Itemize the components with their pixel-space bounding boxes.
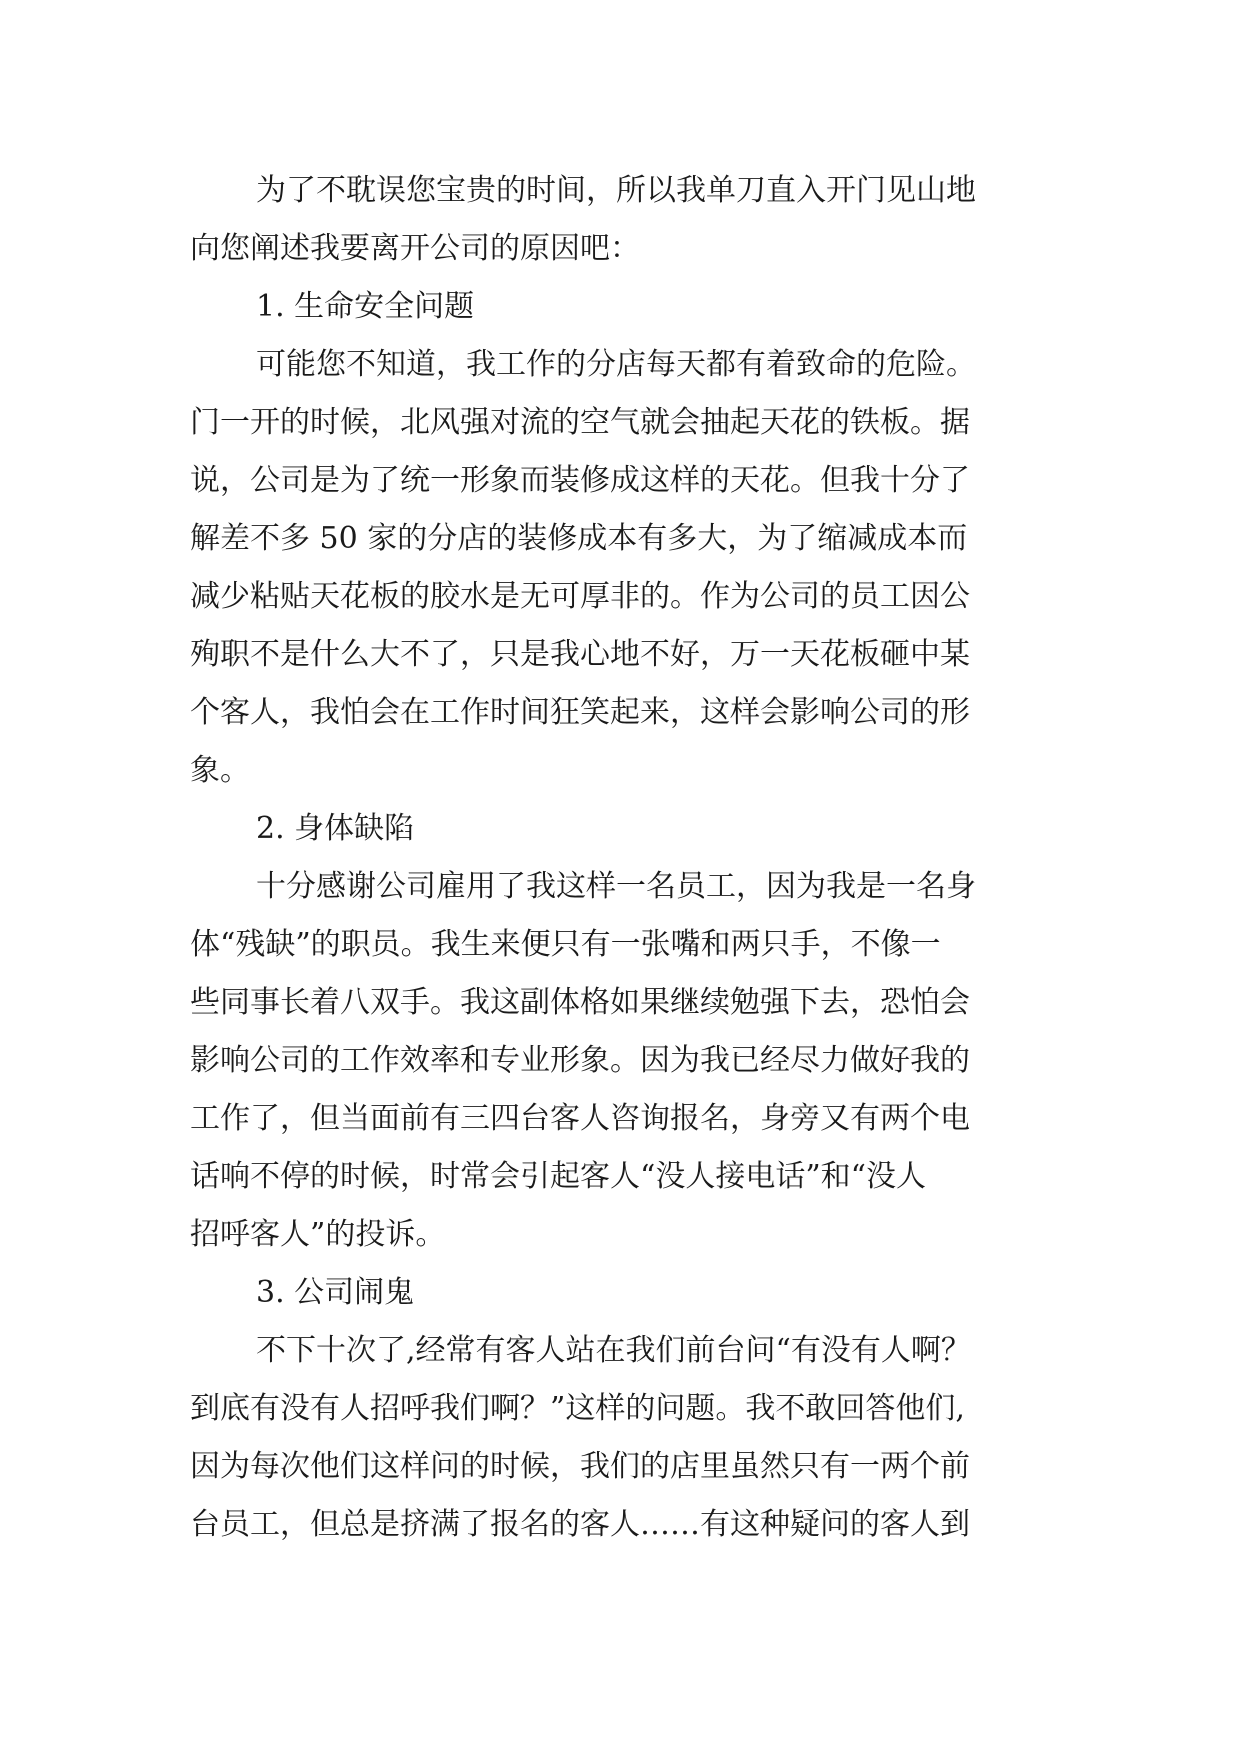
paragraph-line: 象。	[190, 753, 250, 788]
paragraph-line: 些同事长着八双手。我这副体格如果继续勉强下去，恐怕会	[190, 985, 970, 1020]
section-heading: 1. 生命安全问题	[256, 289, 475, 324]
paragraph-line: 因为每次他们这样问的时候，我们的店里虽然只有一两个前	[190, 1449, 970, 1484]
paragraph-line: 减少粘贴天花板的胶水是无可厚非的。作为公司的员工因公	[190, 579, 970, 614]
document-body	[190, 162, 1060, 1554]
paragraph-line: 门一开的时候，北风强对流的空气就会抽起天花的铁板。据	[190, 405, 970, 440]
paragraph-line: 殉职不是什么大不了，只是我心地不好，万一天花板砸中某	[190, 637, 970, 672]
section-heading: 3. 公司闹鬼	[256, 1275, 415, 1310]
paragraph-line: 影响公司的工作效率和专业形象。因为我已经尽力做好我的	[190, 1043, 970, 1078]
paragraph-line: 话响不停的时候，时常会引起客人“没人接电话”和“没人	[190, 1159, 927, 1194]
paragraph-line: 可能您不知道，我工作的分店每天都有着致命的危险。	[256, 347, 976, 382]
paragraph-line: 向您阐述我要离开公司的原因吧：	[190, 231, 640, 266]
paragraph-line: 十分感谢公司雇用了我这样一名员工，因为我是一名身	[256, 869, 976, 904]
paragraph-line: 为了不耽误您宝贵的时间，所以我单刀直入开门见山地	[256, 173, 976, 208]
paragraph-line: 解差不多 50 家的分店的装修成本有多大，为了缩减成本而	[190, 521, 968, 556]
paragraph-line: 不下十次了,经常有客人站在我们前台问“有没有人啊？	[256, 1333, 971, 1368]
paragraph-line: 招呼客人”的投诉。	[190, 1217, 446, 1252]
paragraph-line: 到底有没有人招呼我们啊？”这样的问题。我不敢回答他们,	[190, 1391, 965, 1426]
paragraph-line: 台员工，但总是挤满了报名的客人……有这种疑问的客人到	[190, 1507, 970, 1542]
paragraph-line: 说，公司是为了统一形象而装修成这样的天花。但我十分了	[190, 463, 970, 498]
paragraph-line: 工作了，但当面前有三四台客人咨询报名，身旁又有两个电	[190, 1101, 970, 1136]
paragraph-line: 个客人，我怕会在工作时间狂笑起来，这样会影响公司的形	[190, 695, 970, 730]
section-heading: 2. 身体缺陷	[256, 811, 415, 846]
paragraph-line: 体“残缺”的职员。我生来便只有一张嘴和两只手，不像一	[190, 927, 941, 962]
